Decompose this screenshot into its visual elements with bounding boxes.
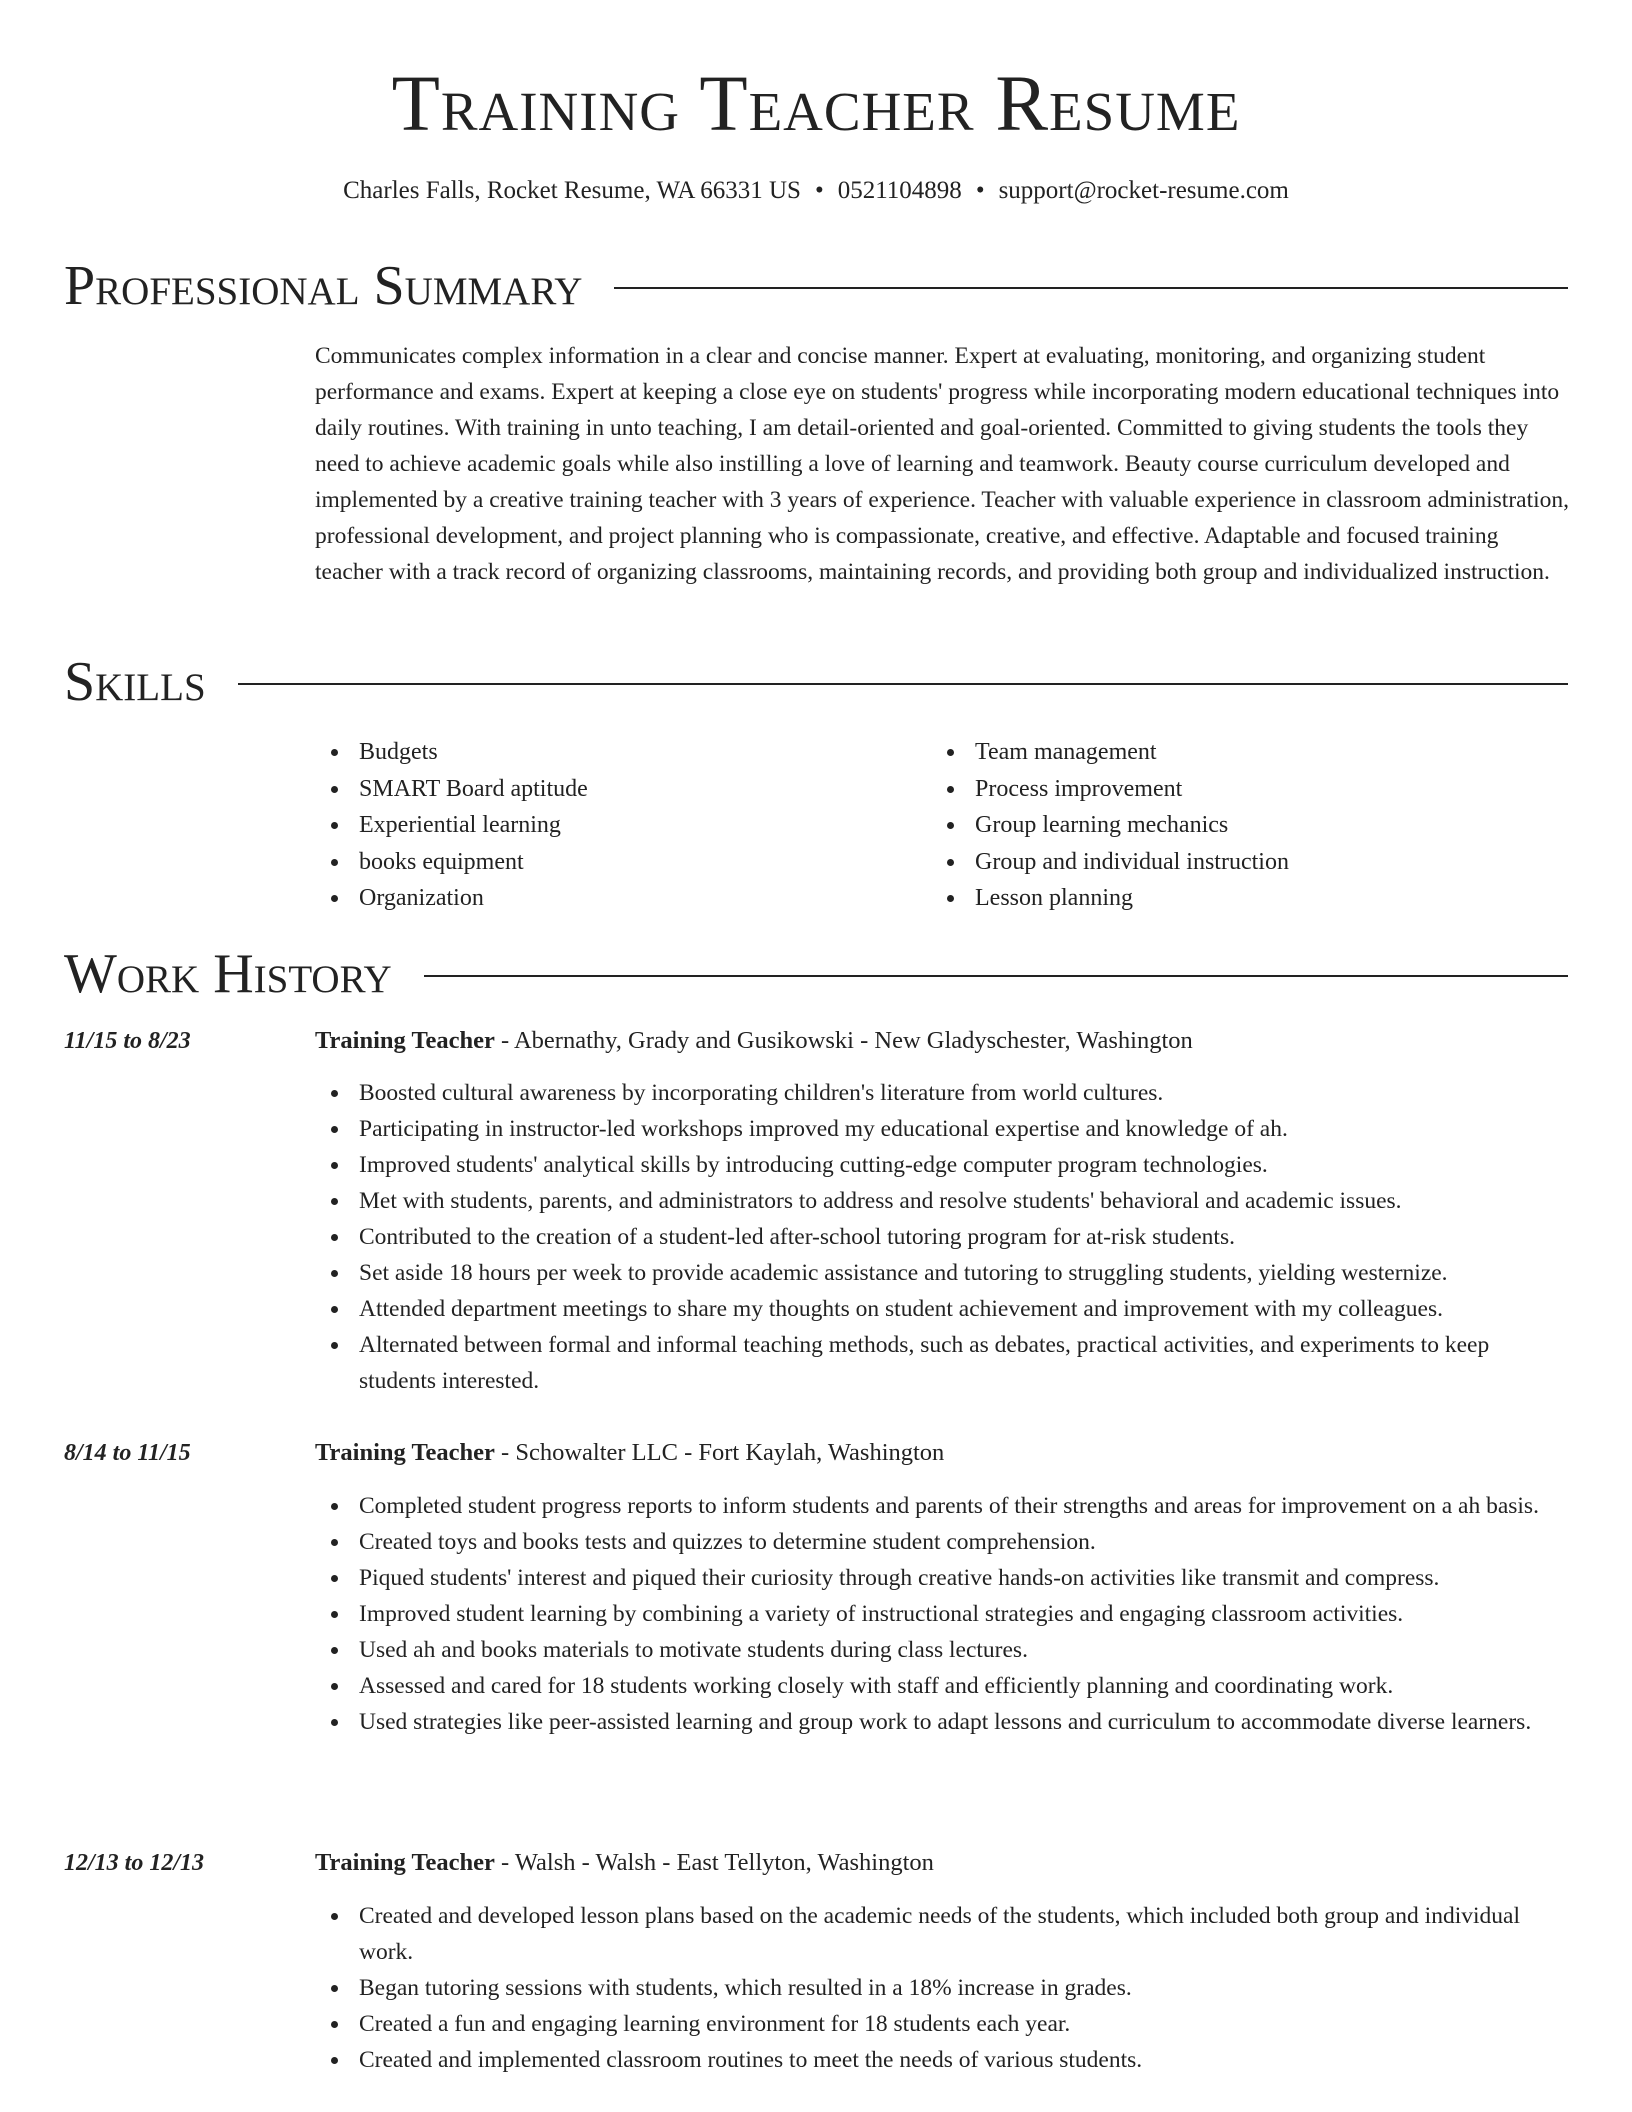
skill-item: Team management [975,734,1547,771]
job-title: Training Teacher [315,1439,495,1466]
contact-separator: • [814,177,824,204]
job-bullet: Created toys and books tests and quizzes to determine student comprehension. [359,1524,1570,1560]
job-bullets [315,1488,1570,1740]
job-bullet: Began tutoring sessions with students, which resulted in a 18% increase in grades. [359,1970,1570,2006]
job-bullet: Used strategies like peer-assisted learning and group work to adapt lessons and curriculum to accommodate diverse learners. [359,1704,1570,1740]
job-bullet: Created and implemented classroom routines to meet the needs of various students. [359,2042,1570,2078]
job-heading [315,1435,944,1471]
skill-item: Budgets [359,734,931,771]
job-title: Training Teacher [315,1027,495,1054]
job-bullet: Alternated between formal and informal teaching methods, such as debates, practical activities, and experiments to keep students interested. [359,1327,1570,1399]
job-bullet: Contributed to the creation of a student-led after-school tutoring program for at-risk students. [359,1219,1570,1255]
contact-line [0,174,1632,208]
job-heading [315,1845,934,1881]
work-history-section-header [64,942,1568,1006]
summary-heading: Professional Summary [64,255,583,317]
job-bullet: Improved student learning by combining a variety of instructional strategies and engaging classroom activities. [359,1596,1570,1632]
skills-list [315,734,1570,917]
job-bullet: Participating in instructor-led workshops improved my educational expertise and knowledge of ah. [359,1111,1570,1147]
job-dates: 8/14 to 11/15 [64,1440,191,1466]
section-divider [424,975,1568,977]
section-divider [614,287,1568,289]
job-bullet: Piqued students' interest and piqued their curiosity through creative hands-on activities like transmit and compress. [359,1560,1570,1596]
job-bullet: Attended department meetings to share my thoughts on student achievement and improvement with my colleagues. [359,1291,1570,1327]
job-employer: - Walsh - Walsh - East Tellyton, Washington [494,1849,934,1876]
job-dates: 12/13 to 12/13 [64,1850,205,1876]
skill-item: SMART Board aptitude [359,771,931,808]
skill-item: Process improvement [975,771,1547,808]
summary-text: Communicates complex information in a clear and concise manner. Expert at evaluating, monitoring, and organizing student performance and exams. Expert at keeping a close eye on students' progress while incorporating modern educational techniques into daily routines. With training in unto teaching, I am detail-oriented and goal-oriented. Committed to giving students the tools they need to achieve academic goals while also instilling a love of learning and teamwork. Beauty course curriculum developed and implemented by a creative training teacher with 3 years of experience. Teacher with valuable experience in classroom administration, professional development, and project planning who is compassionate, creative, and effective. Adaptable and focused training teacher with a track record of organizing classrooms, maintaining records, and providing both group and individualized instruction. [315,343,1570,585]
job-bullet: Assessed and cared for 18 students working closely with staff and efficiently planning and coordinating work. [359,1668,1570,1704]
skill-item: Group learning mechanics [975,807,1547,844]
skills-section-header [64,650,1568,714]
job-bullet: Created and developed lesson plans based on the academic needs of the students, which included both group and individual work. [359,1898,1570,1970]
contact-email: support@rocket-resume.com [998,177,1289,204]
job-employer: - Schowalter LLC - Fort Kaylah, Washington [494,1439,945,1466]
job-bullet: Completed student progress reports to inform students and parents of their strengths and areas for improvement on a ah basis. [359,1488,1570,1524]
job-bullet: Set aside 18 hours per week to provide academic assistance and tutoring to struggling students, yielding westernize. [359,1255,1570,1291]
contact-separator: • [975,177,985,204]
job-bullet: Met with students, parents, and administrators to address and resolve students' behavioral and academic issues. [359,1183,1570,1219]
skill-item: Experiential learning [359,807,931,844]
resume-title: Training Teacher Resume [391,61,1241,148]
skills-heading: Skills [64,651,206,713]
contact-address: Charles Falls, Rocket Resume, WA 66331 US [343,177,801,204]
job-bullets [315,1075,1570,1399]
skill-item: Lesson planning [975,880,1547,917]
contact-phone: 0521104898 [837,177,962,204]
job-bullet: Created a fun and engaging learning environment for 18 students each year. [359,2006,1570,2042]
skill-item: Group and individual instruction [975,844,1547,881]
work-history-heading: Work History [64,943,392,1005]
job-heading [315,1023,1193,1059]
job-bullets [315,1898,1570,2078]
job-employer: - Abernathy, Grady and Gusikowski - New Gladyschester, Washington [494,1027,1193,1054]
skills-column-left [315,734,931,917]
job-dates: 11/15 to 8/23 [64,1028,191,1054]
job-bullet: Used ah and books materials to motivate students during class lectures. [359,1632,1570,1668]
job-bullet: Boosted cultural awareness by incorporating children's literature from world cultures. [359,1075,1570,1111]
skill-item: Organization [359,880,931,917]
skill-item: books equipment [359,844,931,881]
job-bullet: Improved students' analytical skills by introducing cutting-edge computer program technologies. [359,1147,1570,1183]
summary-section-header [64,254,1568,318]
skills-column-right [931,734,1547,917]
job-title: Training Teacher [315,1849,495,1876]
section-divider [238,683,1568,685]
